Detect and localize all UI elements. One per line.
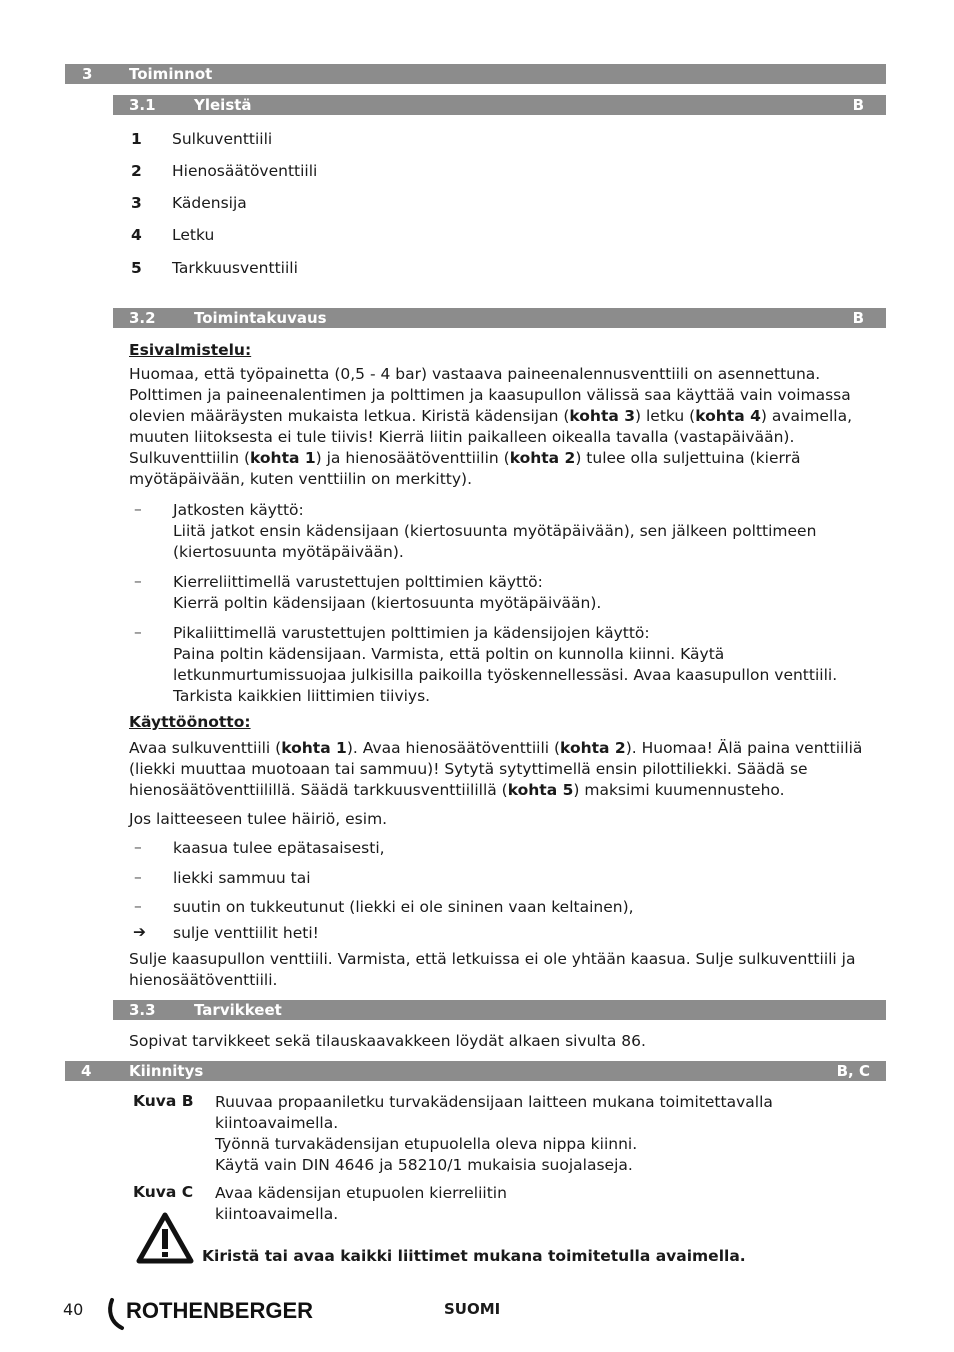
figure-b-text: Ruuvaa propaaniletku turvakädensijaan laitteen mukana toimitettavalla kiintoavaimella. Työnnä turvakädensijan etupuolella oleva nippa kiinni. Käytä vain DIN 4646 ja 58210/1 mukaisia suojalaseja. [215, 1093, 773, 1174]
section-number: 4 [81, 1062, 92, 1080]
section-3-1-header [113, 95, 886, 115]
figure-b-label: Kuva B [133, 1092, 194, 1110]
text-line: muuten liitoksesta ei tule tiivis! Kierrä liitin paikalleen oikealla tavalla (vastapäivään). [129, 428, 795, 446]
part-number: 5 [131, 259, 142, 277]
page-number: 40 [63, 1300, 84, 1319]
section-number: 3.2 [129, 309, 156, 327]
dash-item-extensions: Jatkosten käyttö: Liitä jatkot ensin kädensijaan (kiertosuunta myötäpäivään), sen jälkeen polttimeen (kiertosuunta myötäpäivään). [173, 501, 817, 561]
text-line: myötäpäivään, kuten venttiilin on merkitty). [129, 470, 472, 488]
part-label: Hienosäätöventtiili [172, 162, 318, 180]
part-label: Letku [172, 226, 215, 244]
section-3-2-header [113, 308, 886, 328]
startup-heading: Käyttöönotto: [129, 713, 251, 731]
figure-ref: B [852, 309, 864, 327]
fault-item: liekki sammuu tai [173, 869, 311, 887]
prep-heading: Esivalmistelu: [129, 341, 252, 359]
accessories-text: Sopivat tarvikkeet sekä tilauskaavakkeen löydät alkaen sivulta 86. [129, 1032, 646, 1050]
section-title: Tarvikkeet [194, 1001, 282, 1019]
figure-c-label: Kuva C [133, 1183, 194, 1201]
section-number: 3.3 [129, 1001, 156, 1019]
dash-item-quick: Pikaliittimellä varustettujen polttimien ja kädensijojen käyttö: Paina poltin kädensijaan. Varmista, että poltin on kunnolla kiinni. Käytä letkunmurtumissuojaa julkisilla paikoilla työskennellessäsi. Avaa kaasupullon venttiili. Tarkista kaikkien liittimien tiiviys. [173, 624, 838, 705]
section-3-header [65, 64, 886, 84]
text-line: olevien määräysten mukaista letkua. Kiristä kädensijan (kohta 3) letku (kohta 4) avaimella, [129, 407, 852, 425]
warning-triangle-icon [136, 1212, 194, 1264]
startup-paragraph [129, 738, 869, 801]
fault-intro: Jos laitteeseen tulee häiriö, esim. [129, 810, 388, 828]
prep-paragraph [129, 364, 869, 490]
text-line: Sulkuventtiilin (kohta 1) ja hienosäätöventtiilin (kohta 2) tulee olla suljettuina (kierrä [129, 449, 801, 467]
dash-bullet: – [134, 623, 142, 641]
part-number: 4 [131, 226, 142, 244]
text-line: Polttimen ja paineenalentimen ja polttimen ja kaasupullon välissä saa käyttää vain voimassa [129, 386, 851, 404]
dash-bullet: – [134, 897, 142, 915]
dash-bullet: – [134, 868, 142, 886]
section-number: 3 [82, 65, 93, 83]
section-title: Toiminnot [129, 65, 213, 83]
section-title: Yleistä [194, 96, 252, 114]
fault-item: kaasua tulee epätasaisesti, [173, 839, 385, 857]
figure-c-text: Avaa kädensijan etupuolen kierreliitin kiintoavaimella. [215, 1184, 507, 1223]
section-title: Toimintakuvaus [194, 309, 327, 327]
footer-language: SUOMI [444, 1300, 501, 1318]
part-number: 3 [131, 194, 142, 212]
section-title: Kiinnitys [129, 1062, 204, 1080]
part-number: 2 [131, 162, 142, 180]
dash-bullet: – [134, 838, 142, 856]
arrow-right-icon: ➔ [133, 923, 146, 941]
section-4-header [65, 1061, 886, 1081]
warning-text: Kiristä tai avaa kaikki liittimet mukana toimitetulla avaimella. [202, 1247, 746, 1265]
figure-ref: B, C [836, 1062, 870, 1080]
dash-item-threaded: Kierreliittimellä varustettujen polttimien käyttö: Kierrä poltin kädensijaan (kiertosuunta myötäpäivään). [173, 573, 602, 612]
section-3-3-header [113, 1000, 886, 1020]
section-number: 3.1 [129, 96, 156, 114]
text-line: (liekki muuttaa muotoaan tai sammuu)! Sytytä sytyttimellä ensin pilottiliekki. Säädä se [129, 760, 808, 778]
fault-item: suutin on tukkeutunut (liekki ei ole sininen vaan keltainen), [173, 898, 634, 916]
rothenberger-logo [106, 1296, 346, 1332]
svg-text:ROTHENBERGER: ROTHENBERGER [126, 1298, 314, 1323]
figure-ref: B [852, 96, 864, 114]
dash-bullet: – [134, 572, 142, 590]
part-label: Tarkkuusventtiili [172, 259, 298, 277]
text-line: hienosäätöventtiilillä. Säädä tarkkuusventtiilillä (kohta 5) maksimi kuumennusteho. [129, 781, 785, 799]
part-label: Sulkuventtiili [172, 130, 273, 148]
fault-action: sulje venttiilit heti! [173, 924, 319, 942]
text-line: Avaa sulkuventtiili (kohta 1). Avaa hienosäätöventtiili (kohta 2). Huomaa! Älä paina venttiiliä [129, 739, 863, 757]
text-line: Huomaa, että työpainetta (0,5 - 4 bar) vastaava paineenalennusventtiili on asennettuna. [129, 365, 821, 383]
part-label: Kädensija [172, 194, 247, 212]
part-number: 1 [131, 130, 142, 148]
closing-paragraph: Sulje kaasupullon venttiili. Varmista, että letkuissa ei ole yhtään kaasua. Sulje sulkuventtiili ja hienosäätöventtiili. [129, 950, 856, 989]
dash-bullet: – [134, 500, 142, 518]
